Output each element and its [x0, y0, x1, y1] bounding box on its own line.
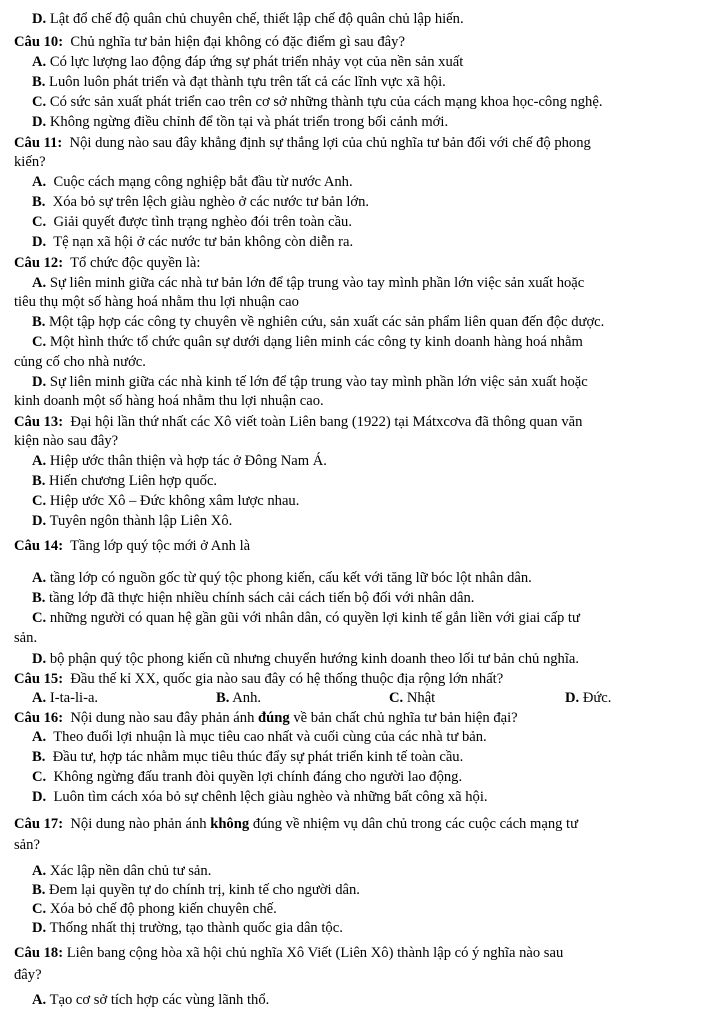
question-label: Câu 11: — [14, 135, 63, 151]
question-text: đúng về nhiệm vụ dân chủ trong các cuộc cách mạng tư — [252, 816, 579, 832]
question-15 — [14, 670, 503, 688]
question-16 — [14, 709, 518, 727]
q16-option-c — [32, 768, 462, 786]
q10-option-b — [32, 73, 446, 91]
q13-option-d — [32, 512, 232, 530]
question-label: Câu 14: — [14, 538, 64, 554]
q13-option-b — [32, 472, 217, 490]
q13-option-c — [32, 492, 299, 510]
q18-option-a — [32, 991, 269, 1009]
q17-option-a — [32, 862, 211, 880]
question-17 — [14, 815, 578, 833]
option-text: Một tập hợp các công ty chuyên về nghiên cứu, sản xuất các sản phẩm liên quan đến độc dược. — [49, 314, 605, 330]
option-text: Hiệp ước Xô – Đức không xâm lược nhau. — [49, 493, 300, 509]
option-label: A. — [32, 729, 47, 745]
option-text: Xác lập nền dân chủ tư sản. — [49, 863, 212, 879]
question-text: Chủ nghĩa tư bản hiện đại không có đặc điểm gì sau đây? — [70, 34, 405, 50]
option-text: Cuộc cách mạng công nghiệp bắt đầu từ nước Anh. — [53, 174, 353, 190]
question-text: Đại hội lần thứ nhất các Xô viết toàn Liên bang (1922) tại Mátxcơva đã thông quan văn — [70, 414, 583, 430]
question-18-cont — [14, 966, 42, 984]
option-label: C. — [32, 214, 47, 230]
option-label: B. — [32, 314, 46, 330]
question-13 — [14, 413, 582, 431]
option-label: C. — [389, 690, 404, 706]
q10-option-d — [32, 113, 448, 131]
question-text: kiện nào sau đây? — [14, 433, 119, 449]
option-label: D. — [32, 234, 47, 250]
question-10 — [14, 33, 405, 51]
question-13-cont — [14, 432, 118, 450]
q13-option-a — [32, 452, 327, 470]
question-emphasis: đúng — [258, 710, 290, 726]
option-text: Nhật — [406, 690, 436, 706]
option-label: C. — [32, 94, 47, 110]
option-text: Có lực lượng lao động đáp ứng sự phát triển nhảy vọt của nền sản xuất — [49, 54, 464, 70]
q14-option-d — [32, 650, 579, 668]
option-label: B. — [32, 74, 46, 90]
question-label: Câu 16: — [14, 710, 64, 726]
option-label: C. — [32, 769, 47, 785]
option-label: D. — [32, 11, 47, 27]
q16-option-b — [32, 748, 463, 766]
q10-option-a — [32, 53, 463, 71]
option-label: A. — [32, 863, 47, 879]
option-label: A. — [32, 992, 47, 1008]
option-text: tiêu thụ một số hàng hoá nhằm thu lợi nhuận cao — [14, 294, 299, 310]
option-text: Sự liên minh giữa các nhà tư bản lớn để tập trung vào tay mình phần lớn việc sản xuất hoặc — [49, 275, 585, 291]
q14-option-a — [32, 569, 532, 587]
option-label: B. — [32, 882, 46, 898]
option-text: Một hình thức tổ chức quân sự dưới dạng liên minh các công ty kinh doanh hàng hoá nhằm — [49, 334, 583, 350]
option-text: Sự liên minh giữa các nhà kinh tế lớn để tập trung vào tay mình phần lớn việc sản xuất hoặc — [49, 374, 588, 390]
question-text: Tầng lớp quý tộc mới ở Anh là — [70, 538, 251, 554]
option-text: sản. — [14, 630, 38, 646]
question-emphasis: không — [210, 816, 250, 832]
q12-option-d — [32, 373, 588, 391]
option-label: B. — [32, 590, 46, 606]
option-label: D. — [565, 690, 580, 706]
q16-option-d — [32, 788, 488, 806]
option-text: những người có quan hệ gần gũi với nhân dân, có quyền lợi kinh tế gắn liền với giai cấp tư — [49, 610, 580, 626]
question-label: Câu 15: — [14, 671, 64, 687]
option-text: Tuyên ngôn thành lập Liên Xô. — [49, 513, 233, 529]
option-text: Tạo cơ sở tích hợp các vùng lãnh thổ. — [49, 992, 270, 1008]
option-label: A. — [32, 453, 47, 469]
option-text: Không ngừng đấu tranh đòi quyền lợi chính đáng cho người lao động. — [53, 769, 463, 785]
question-text: Đầu thế kỉ XX, quốc gia nào sau đây có hệ thống thuộc địa rộng lớn nhất? — [70, 671, 504, 687]
option-text: tầng lớp có nguồn gốc từ quý tộc phong kiến, cấu kết với tăng lữ bóc lột nhân dân. — [49, 570, 532, 586]
option-label: D. — [32, 920, 47, 936]
question-label: Câu 17: — [14, 816, 64, 832]
option-text: Hiến chương Liên hợp quốc. — [49, 473, 218, 489]
q14-option-c-cont — [14, 629, 37, 647]
option-label: D. — [32, 789, 47, 805]
option-text: kinh doanh một số hàng hoá nhằm thu lợi nhuận cao. — [14, 393, 324, 409]
option-text: củng cố cho nhà nước. — [14, 354, 146, 370]
q17-option-c — [32, 900, 277, 918]
question-text: Nội dung nào phản ánh — [70, 816, 207, 832]
question-label: Câu 18: — [14, 945, 64, 961]
q17-option-d — [32, 919, 343, 937]
option-label: D. — [32, 651, 47, 667]
question-text: sản? — [14, 837, 40, 853]
q14-option-c — [32, 609, 580, 627]
option-text: Luôn tìm cách xóa bỏ sự chênh lệch giàu nghèo và những bất công xã hội. — [53, 789, 488, 805]
option-text: I-ta-li-a. — [49, 690, 99, 706]
option-text: Lật đổ chế độ quân chủ chuyên chế, thiết lập chế độ quân chủ lập hiến. — [49, 11, 464, 27]
q14-option-b — [32, 589, 474, 607]
option-label: A. — [32, 690, 47, 706]
q12-option-d-cont — [14, 392, 324, 410]
option-label: A. — [32, 275, 47, 291]
option-label: D. — [32, 374, 47, 390]
option-label: B. — [32, 194, 46, 210]
question-14 — [14, 537, 250, 555]
question-text: về bản chất chủ nghĩa tư bản hiện đại? — [293, 710, 518, 726]
option-label: C. — [32, 493, 47, 509]
question-label: Câu 13: — [14, 414, 64, 430]
question-text: Tổ chức độc quyền là: — [70, 255, 201, 271]
option-text: Xóa bỏ sự trên lệch giàu nghèo ở các nước tư bản lớn. — [52, 194, 370, 210]
q15-option-c — [389, 689, 435, 707]
q12-option-b — [32, 313, 604, 331]
q15-option-b — [216, 689, 261, 707]
question-11-cont — [14, 153, 46, 171]
question-text: Nội dung nào sau đây phản ánh — [70, 710, 255, 726]
option-text: Giải quyết được tình trạng nghèo đói trên toàn cầu. — [53, 214, 353, 230]
option-text: Tệ nạn xã hội ở các nước tư bản không còn diễn ra. — [53, 234, 354, 250]
option-d-previous — [32, 10, 464, 28]
q15-option-d — [565, 689, 611, 707]
q11-option-d — [32, 233, 353, 251]
q11-option-a — [32, 173, 353, 191]
question-label: Câu 10: — [14, 34, 64, 50]
option-label: B. — [32, 473, 46, 489]
option-label: D. — [32, 513, 47, 529]
option-label: A. — [32, 54, 47, 70]
question-text: kiến? — [14, 154, 46, 170]
q16-option-a — [32, 728, 487, 746]
q10-option-c — [32, 93, 602, 111]
option-text: Đức. — [582, 690, 612, 706]
q17-option-b — [32, 881, 360, 899]
question-12 — [14, 254, 200, 272]
option-label: A. — [32, 174, 47, 190]
option-label: B. — [216, 690, 230, 706]
question-18 — [14, 944, 563, 962]
q12-option-c — [32, 333, 583, 351]
q11-option-b — [32, 193, 369, 211]
q15-option-a — [32, 689, 98, 707]
option-label: C. — [32, 610, 47, 626]
q12-option-c-cont — [14, 353, 146, 371]
option-text: Đem lại quyền tự do chính trị, kinh tế cho người dân. — [49, 882, 360, 898]
option-text: Đầu tư, hợp tác nhằm mục tiêu thúc đẩy sự phát triển kinh tế toàn cầu. — [52, 749, 464, 765]
option-text: Thống nhất thị trường, tạo thành quốc gia dân tộc. — [49, 920, 343, 936]
option-text: Theo đuổi lợi nhuận là mục tiêu cao nhất và cuối cùng của các nhà tư bản. — [53, 729, 487, 745]
option-text: Hiệp ước thân thiện và hợp tác ở Đông Nam Á. — [49, 453, 327, 469]
option-label: C. — [32, 334, 47, 350]
option-text: Anh. — [232, 690, 262, 706]
question-17-cont — [14, 836, 40, 854]
option-text: Không ngừng điều chỉnh để tồn tại và phát triển trong bối cảnh mới. — [49, 114, 449, 130]
question-text: Nội dung nào sau đây khẳng định sự thắng lợi của chủ nghĩa tư bản đối với chế độ phong — [69, 135, 591, 151]
option-text: bộ phận quý tộc phong kiến cũ nhưng chuyển hướng kinh doanh theo lối tư bản chủ nghĩa. — [49, 651, 580, 667]
option-text: Luôn luôn phát triển và đạt thành tựu trên tất cả các lĩnh vực xã hội. — [49, 74, 446, 90]
option-text: Xóa bỏ chế độ phong kiến chuyên chế. — [49, 901, 277, 917]
option-label: B. — [32, 749, 46, 765]
option-label: C. — [32, 901, 47, 917]
question-label: Câu 12: — [14, 255, 64, 271]
option-label: D. — [32, 114, 47, 130]
question-text: Liên bang cộng hòa xã hội chủ nghĩa Xô Viết (Liên Xô) thành lập có ý nghĩa nào sau — [66, 945, 564, 961]
option-text: Có sức sản xuất phát triển cao trên cơ sở những thành tựu của cách mạng khoa học-công nghệ. — [49, 94, 603, 110]
q12-option-a-cont — [14, 293, 299, 311]
q11-option-c — [32, 213, 352, 231]
option-label: A. — [32, 570, 47, 586]
q12-option-a — [32, 274, 584, 292]
option-text: tầng lớp đã thực hiện nhiều chính sách cải cách tiến bộ đối với nhân dân. — [49, 590, 475, 606]
question-11 — [14, 134, 591, 152]
question-text: đây? — [14, 967, 42, 983]
